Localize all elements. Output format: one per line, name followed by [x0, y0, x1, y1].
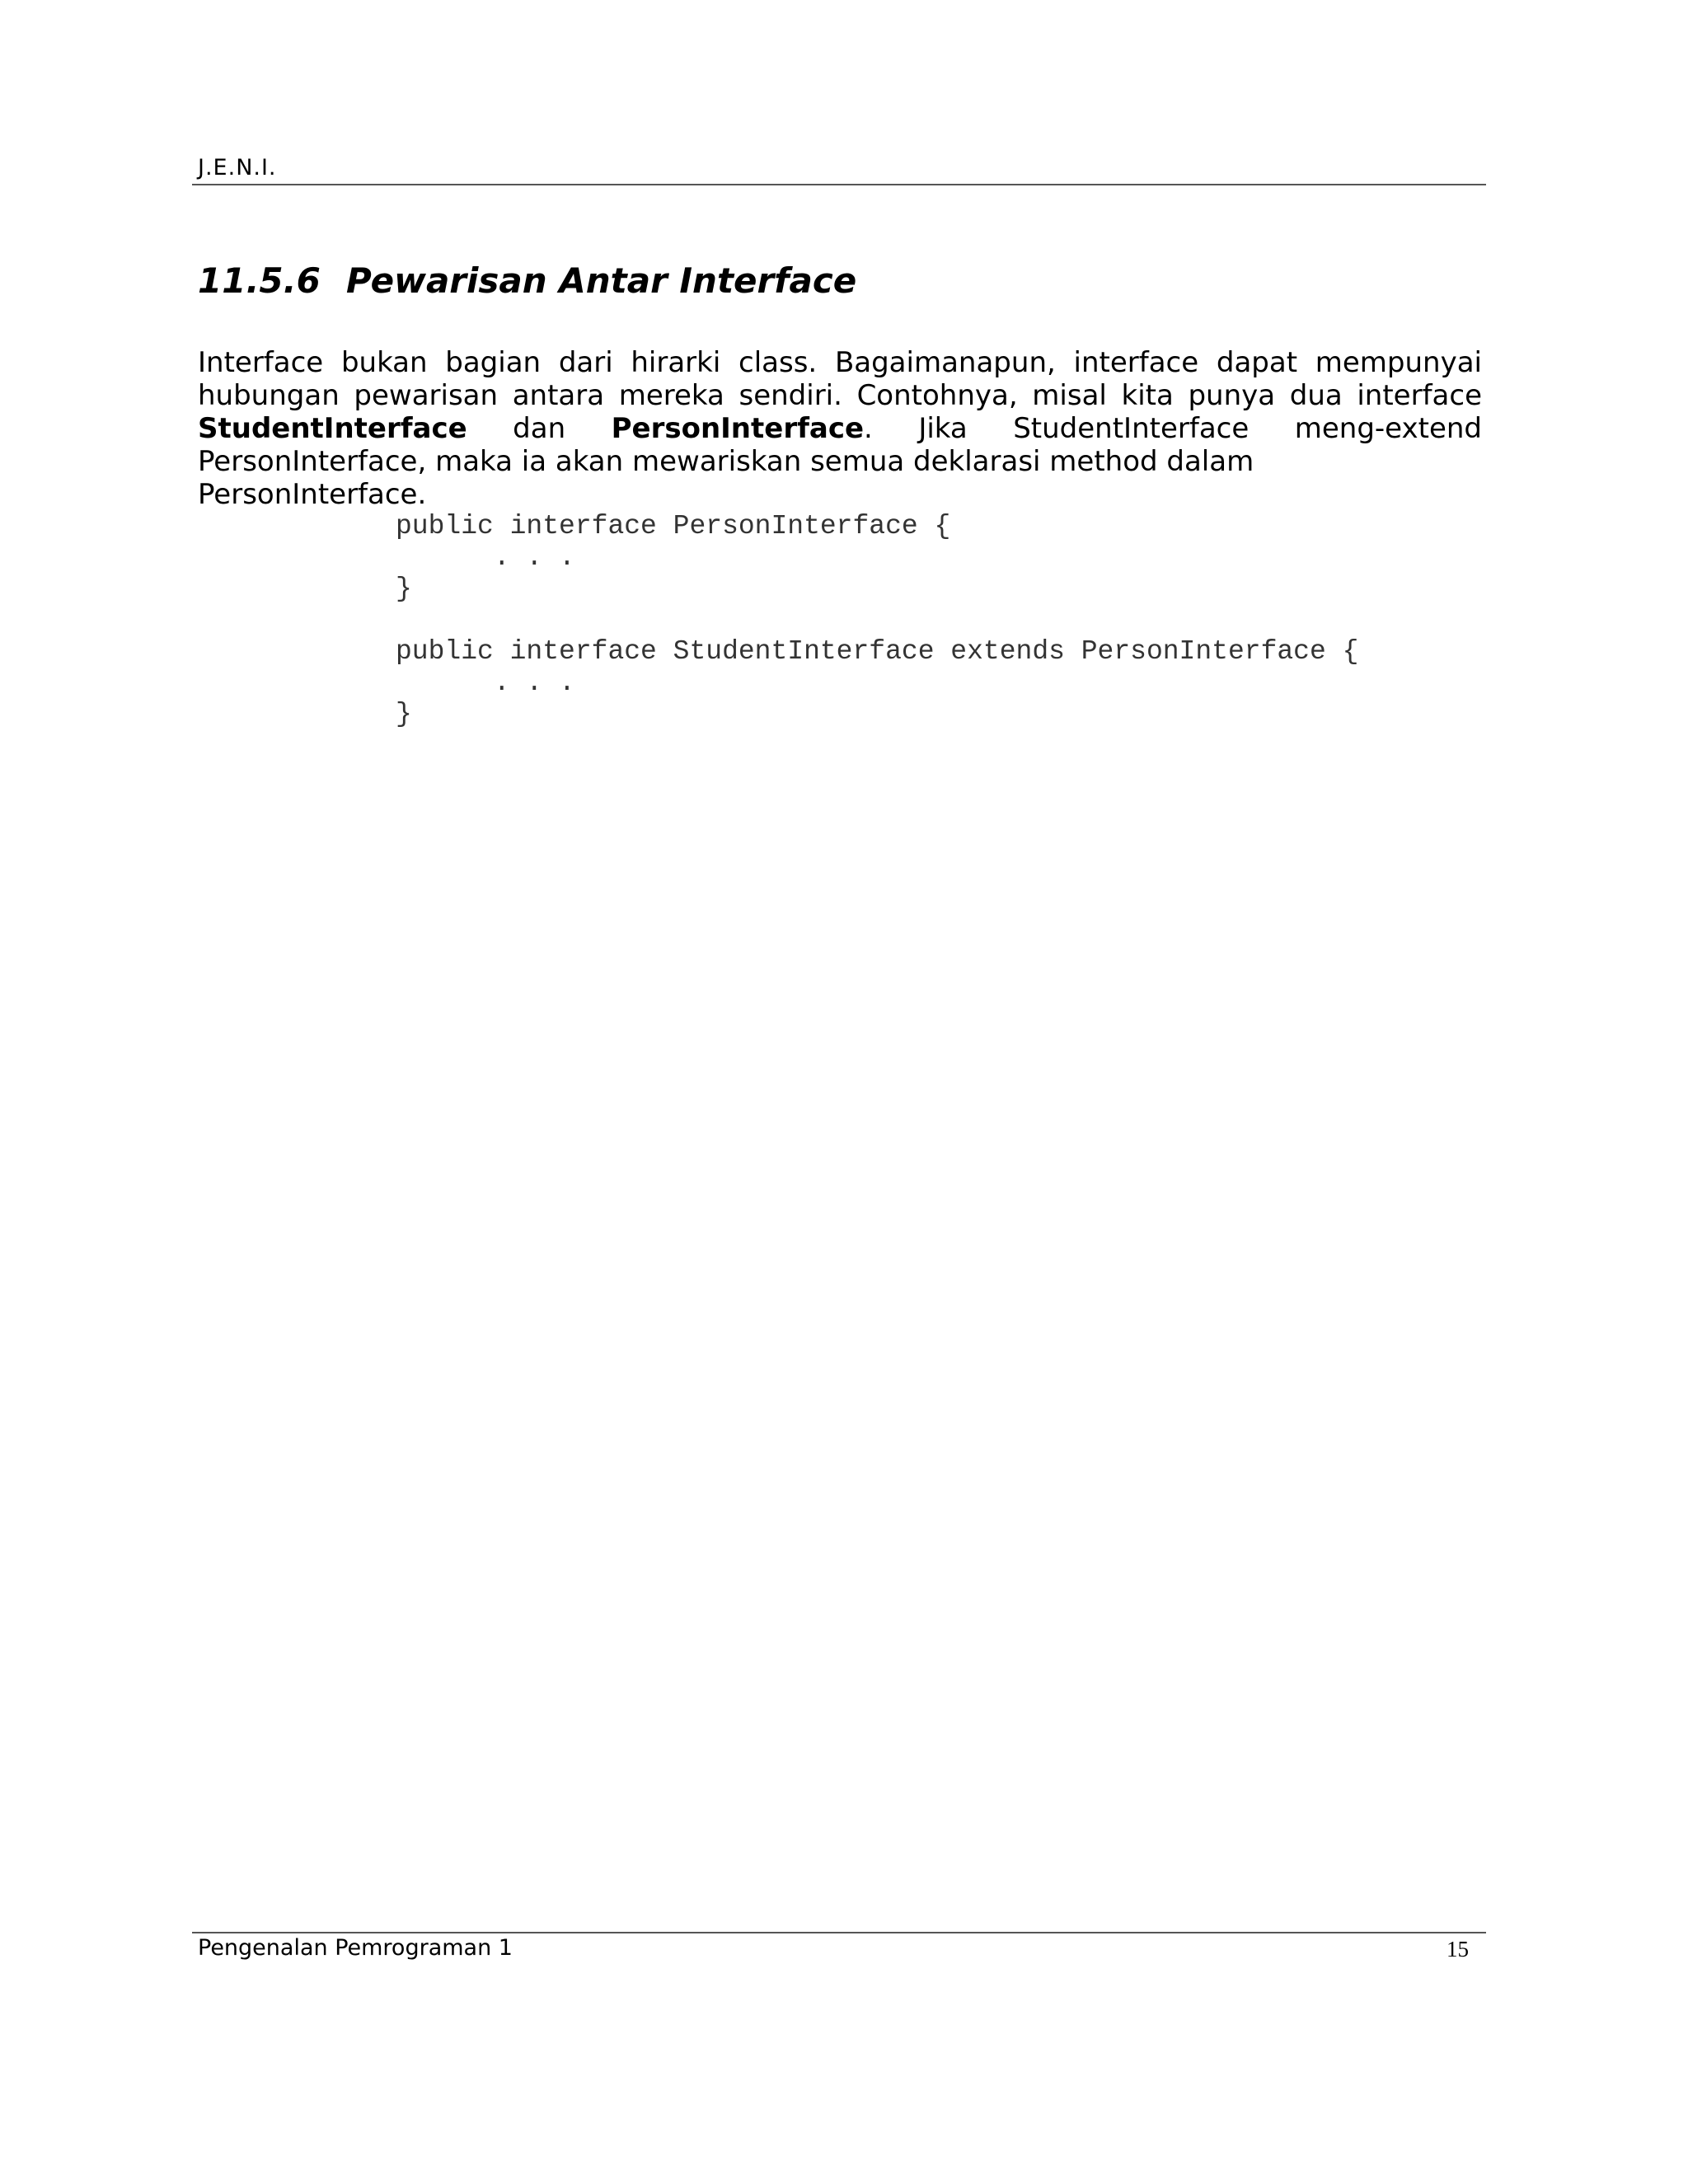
footer-rule [192, 1932, 1486, 1933]
footer-page-number: 15 [1447, 1937, 1469, 1961]
section-title: Pewarisan Antar Interface [346, 260, 857, 301]
footer-book-title: Pengenalan Pemrograman 1 [198, 1935, 513, 1961]
paragraph-line-1: Interface bukan bagian dari hirarki class. Bagaimanapun, interface dapat mempunyai [198, 346, 1482, 379]
paragraph-line-3 [198, 412, 1482, 445]
bold-term-person-interface: PersonInterface [611, 412, 865, 445]
header-rule [192, 184, 1486, 185]
body-paragraph [198, 346, 1482, 511]
code-block-student-interface: public interface StudentInterface extends PersonInterface { . . . } [396, 636, 1359, 729]
paragraph-line-3-rest: . Jika StudentInterface meng-extend [864, 412, 1482, 445]
paragraph-line-4: PersonInterface, maka ia akan mewariskan semua deklarasi method dalam PersonInterface. [198, 445, 1254, 511]
code-block-person-interface: public interface PersonInterface { . . . } [396, 511, 951, 604]
running-header: J.E.N.I. [198, 155, 277, 180]
paragraph-line-2: hubungan pewarisan antara mereka sendiri. Contohnya, misal kita punya dua interface [198, 379, 1482, 412]
section-heading [198, 260, 856, 302]
section-number: 11.5.6 [198, 260, 321, 301]
bold-term-student-interface: StudentInterface [198, 412, 467, 445]
paragraph-line-3-mid: dan [467, 412, 612, 445]
